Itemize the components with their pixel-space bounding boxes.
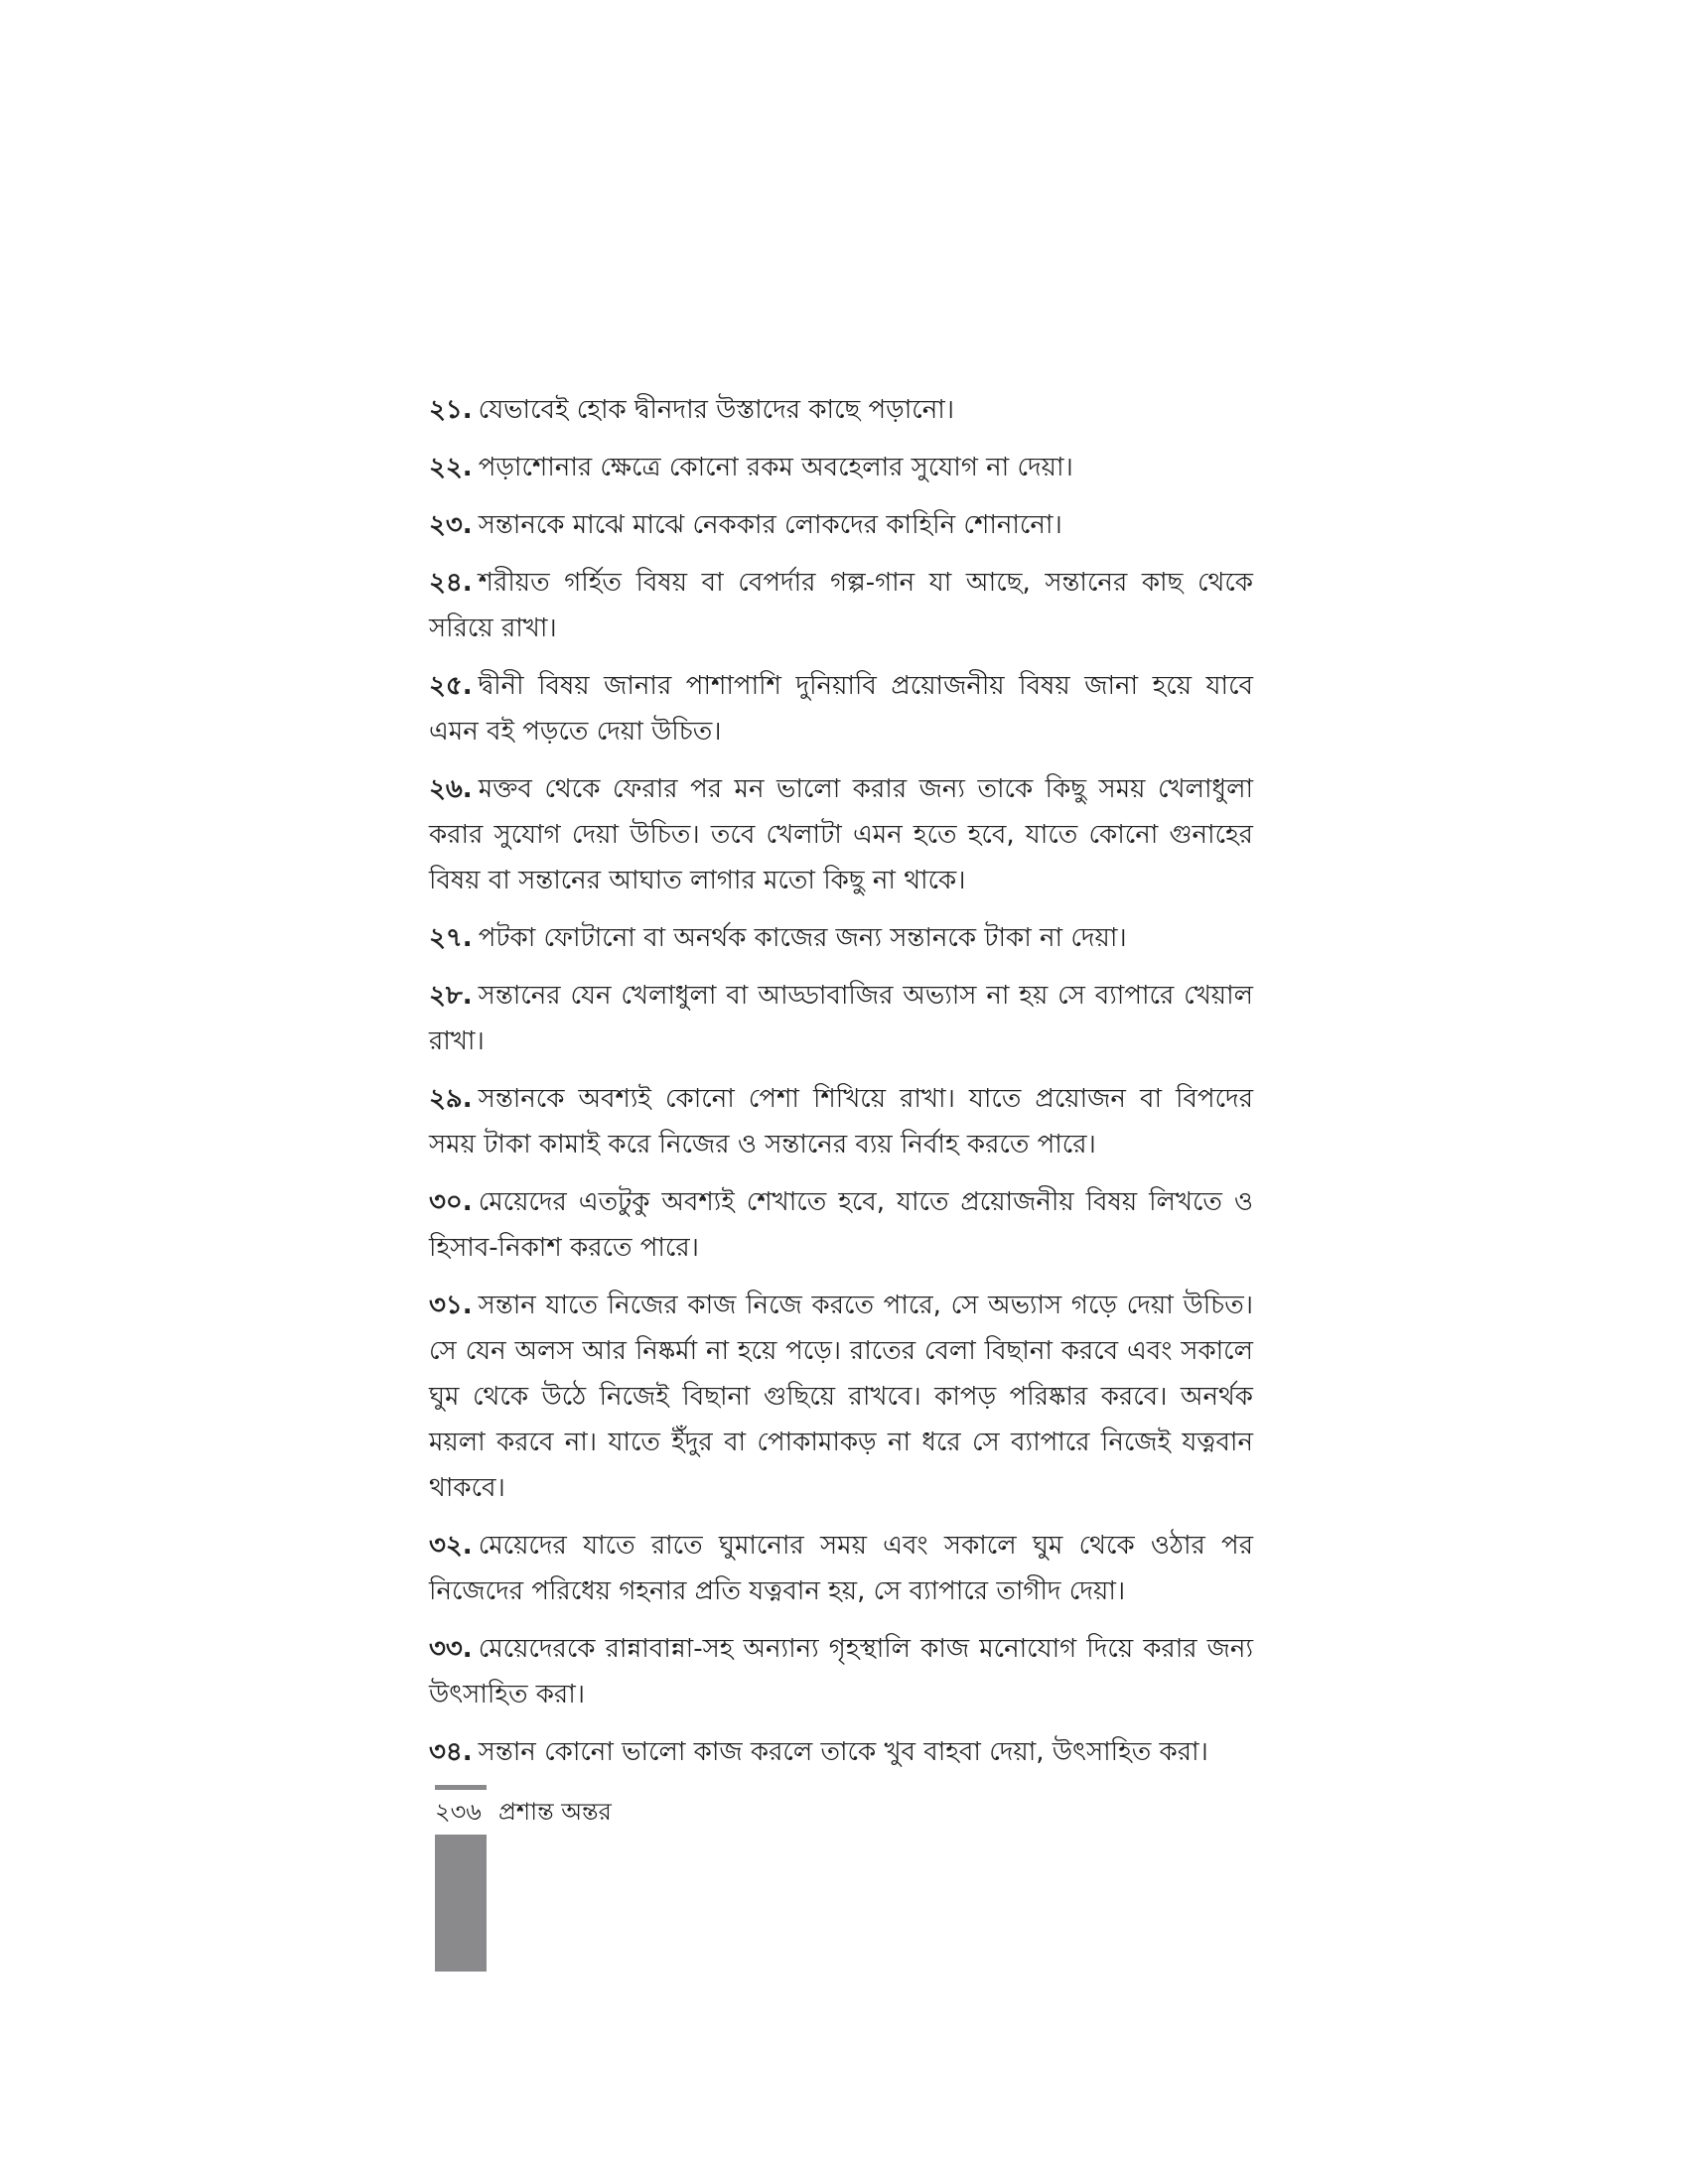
page-number: ২৩৬: [435, 1798, 482, 1826]
footer-tab-bar: [435, 1835, 487, 1972]
list-item: [429, 915, 1253, 961]
item-text: সন্তানের যেন খেলাধুলা বা আড্ডাবাজির অভ্যাস না হয় সে ব্যাপারে খেয়াল রাখা।: [429, 981, 1253, 1056]
list-item: [429, 1626, 1253, 1717]
item-number: ২৯.: [429, 1084, 473, 1114]
item-text: মক্তব থেকে ফেরার পর মন ভালো করার জন্য তাকে কিছু সময় খেলাধুলা করার সুযোগ দেয়া উচিত। তবে খেলাটা এমন হতে হবে, যাতে কোনো গুনাহের বিষয় বা সন্তানের আঘাত লাগার মতো কিছু না থাকে।: [429, 774, 1253, 895]
item-number: ২৬.: [429, 774, 473, 804]
item-number: ২৫.: [429, 671, 473, 701]
item-text: দ্বীনী বিষয় জানার পাশাপাশি দুনিয়াবি প্রয়োজনীয় বিষয় জানা হয়ে যাবে এমন বই পড়তে দেয়া উচিত।: [429, 671, 1253, 747]
item-number: ২৪.: [429, 568, 473, 598]
footer-rule: [435, 1785, 487, 1790]
list-item: [429, 387, 1253, 433]
item-number: ২৩.: [429, 510, 473, 540]
item-text: সন্তান কোনো ভালো কাজ করলে তাকে খুব বাহবা দেয়া, উৎসাহিত করা।: [478, 1737, 1208, 1767]
numbered-list: [429, 387, 1253, 1787]
list-item: [429, 445, 1253, 490]
item-number: ৩২.: [429, 1531, 473, 1561]
list-item: [429, 1179, 1253, 1271]
list-item: [429, 1729, 1253, 1775]
list-item: [429, 973, 1253, 1064]
item-text: সন্তান যাতে নিজের কাজ নিজে করতে পারে, সে অভ্যাস গড়ে দেয়া উচিত। সে যেন অলস আর নিষ্কর্মা না হয়ে পড়ে। রাতের বেলা বিছানা করবে এবং সকালে ঘুম থেকে উঠে নিজেই বিছানা গুছিয়ে রাখবে। কাপড় পরিষ্কার করবে। অনর্থক ময়লা করবে না। যাতে ইঁদুর বা পোকামাকড় না ধরে সে ব্যাপারে নিজেই যত্নবান থাকবে।: [429, 1291, 1253, 1503]
item-text: সন্তানকে মাঝে মাঝে নেককার লোকদের কাহিনি শোনানো।: [478, 510, 1062, 540]
item-number: ২৮.: [429, 981, 473, 1011]
item-text: যেভাবেই হোক দ্বীনদার উস্তাদের কাছে পড়ানো।: [478, 395, 955, 425]
list-item: [429, 1076, 1253, 1167]
item-number: ৩৩.: [429, 1634, 473, 1664]
list-item: [429, 1523, 1253, 1614]
item-text: পড়াশোনার ক্ষেত্রে কোনো রকম অবহেলার সুযোগ না দেয়া।: [478, 453, 1073, 482]
item-text: মেয়েদের এতটুকু অবশ্যই শেখাতে হবে, যাতে প্রয়োজনীয় বিষয় লিখতে ও হিসাব-নিকাশ করতে পারে।: [429, 1187, 1253, 1263]
list-item: [429, 663, 1253, 754]
list-item: [429, 766, 1253, 903]
list-item: [429, 502, 1253, 548]
item-number: ২২.: [429, 453, 473, 482]
item-number: ৩১.: [429, 1291, 473, 1320]
page-footer: [435, 1785, 832, 1974]
item-text: শরীয়ত গর্হিত বিষয় বা বেপর্দার গল্প-গান যা আছে, সন্তানের কাছ থেকে সরিয়ে রাখা।: [429, 568, 1253, 643]
item-number: ৩০.: [429, 1187, 473, 1217]
item-text: মেয়েদেরকে রান্নাবান্না-সহ অন্যান্য গৃহস্থালি কাজ মনোযোগ দিয়ে করার জন্য উৎসাহিত করা।: [429, 1634, 1253, 1709]
item-number: ৩৪.: [429, 1737, 473, 1767]
list-item: [429, 1283, 1253, 1511]
list-item: [429, 560, 1253, 651]
item-number: ২১.: [429, 395, 473, 425]
item-text: পটকা ফোটানো বা অনর্থক কাজের জন্য সন্তানকে টাকা না দেয়া।: [478, 923, 1127, 953]
item-text: সন্তানকে অবশ্যই কোনো পেশা শিখিয়ে রাখা। যাতে প্রয়োজন বা বিপদের সময় টাকা কামাই করে নিজের ও সন্তানের ব্যয় নির্বাহ করতে পারে।: [429, 1084, 1253, 1160]
item-number: ২৭.: [429, 923, 473, 953]
item-text: মেয়েদের যাতে রাতে ঘুমানোর সময় এবং সকালে ঘুম থেকে ওঠার পর নিজেদের পরিধেয় গহনার প্রতি যত্নবান হয়, সে ব্যাপারে তাগীদ দেয়া।: [429, 1531, 1253, 1606]
book-title: প্রশান্ত অন্তর: [498, 1798, 612, 1826]
